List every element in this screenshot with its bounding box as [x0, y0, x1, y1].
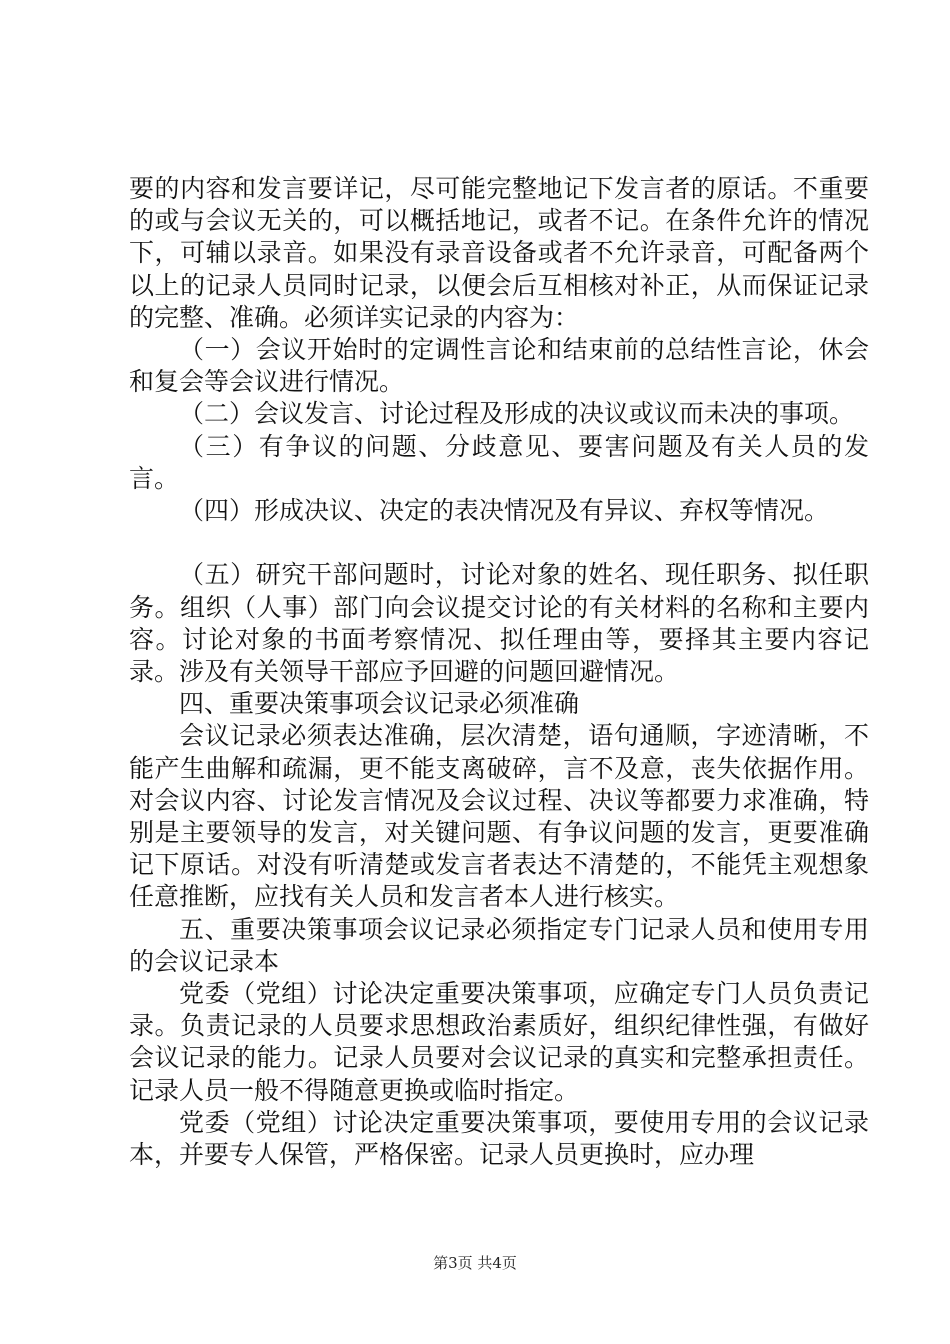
section-heading-4: 四、重要决策事项会议记录必须准确 [179, 689, 580, 719]
paragraph-accuracy: 会议记录必须表达准确，层次清楚，语句通顺，字迹清晰，不能产生曲解和疏漏，更不能支离破碎，言不及意，丧失依据作用。对会议内容、讨论发言情况及会议过程、决议等都要力求准确，特别是主要领导的发言，对关键问题、有争议问题的发言，更要准确记下原话。对没有听清楚或发言者表达不清楚的，不能凭主观想象任意推断，应找有关人员和发言者本人进行核实。 [129, 721, 869, 912]
blank-line [129, 527, 869, 559]
page-footer: 第3页 共4页 [433, 1254, 517, 1272]
list-item-3: （三）有争议的问题、分歧意见、要害问题及有关人员的发言。 [129, 431, 869, 493]
paragraph-continued: 要的内容和发言要详记，尽可能完整地记下发言者的原话。不重要的或与会议无关的，可以概括地记，或者不记。在条件允许的情况下，可辅以录音。如果没有录音设备或者不允许录音，可配备两个以上的记录人员同时记录，以便会后互相核对补正，从而保证记录的完整、准确。必须详实记录的内容为： [129, 174, 869, 332]
document-body [129, 173, 869, 1171]
list-item-1: （一）会议开始时的定调性言论和结束前的总结性言论，休会和复会等会议进行情况。 [129, 335, 869, 397]
list-item-2: （二）会议发言、讨论过程及形成的决议或议而未决的事项。 [179, 399, 855, 429]
paragraph-notebook: 党委（党组）讨论决定重要决策事项，要使用专用的会议记录本，并要专人保管，严格保密。记录人员更换时，应办理 [129, 1107, 869, 1170]
list-item-5: （五）研究干部问题时，讨论对象的姓名、现任职务、拟任职务。组织（人事）部门向会议提交讨论的有关材料的名称和主要内容。讨论对象的书面考察情况、拟任理由等，要择其主要内容记录。涉及有关领导干部应予回避的问题回避情况。 [129, 560, 869, 687]
section-heading-5: 五、重要决策事项会议记录必须指定专门记录人员和使用专用的会议记录本 [129, 914, 869, 976]
paragraph-recorder: 党委（党组）讨论决定重要决策事项，应确定专门人员负责记录。负责记录的人员要求思想政治素质好，组织纪律性强，有做好会议记录的能力。记录人员要对会议记录的真实和完整承担责任。记录人员一般不得随意更换或临时指定。 [129, 979, 869, 1105]
list-item-4: （四）形成决议、决定的表决情况及有异议、弃权等情况。 [179, 496, 830, 526]
